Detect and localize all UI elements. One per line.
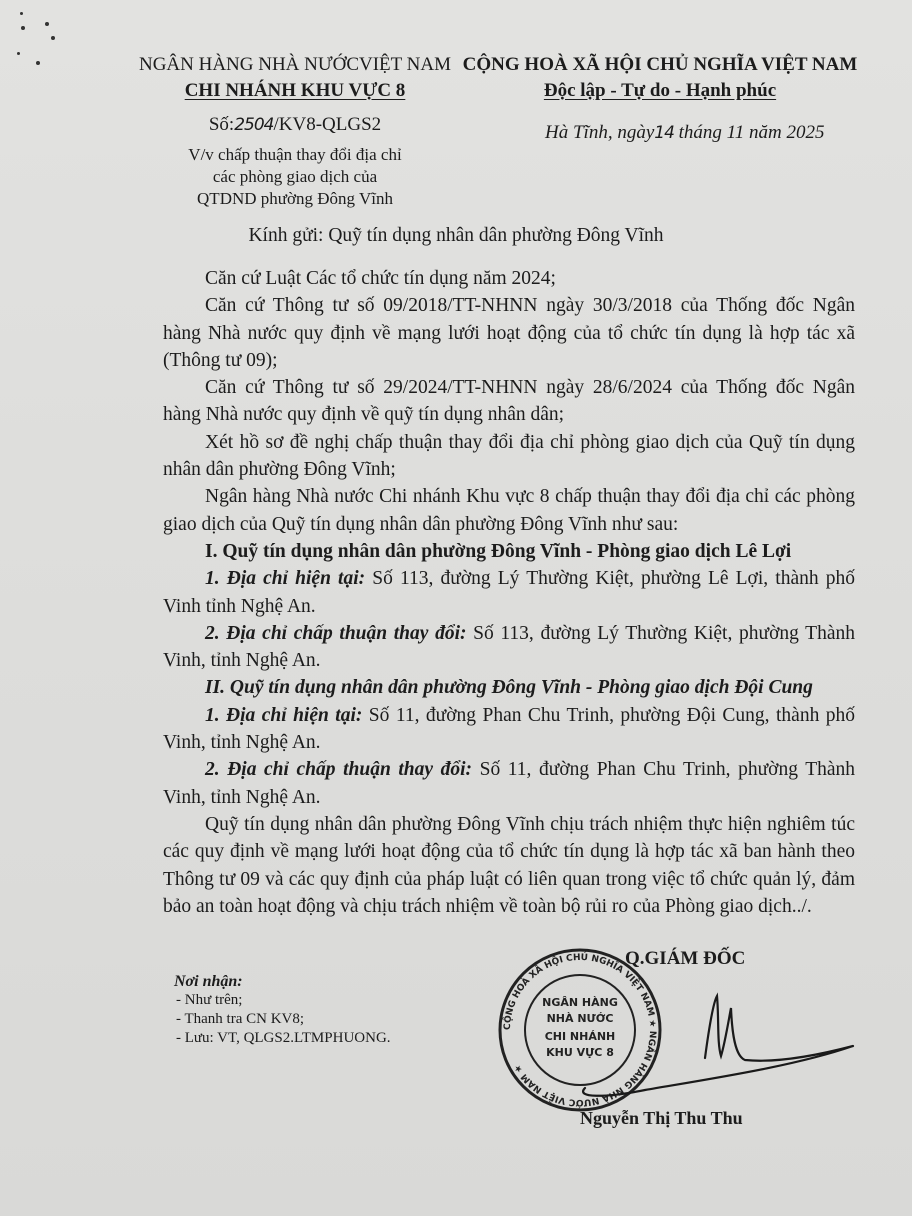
issuer-branch: CHI NHÁNH KHU VỰC 8	[184, 80, 406, 101]
recipient-line: Kính gửi: Quỹ tín dụng nhân dân phường Đông Vĩnh	[248, 225, 664, 246]
section-2-current-address: 1. Địa chỉ hiện tại: Số 11, đường Phan Chu Trinh, phường Đội Cung, thành phố Vinh, tỉnh Nghệ An.	[163, 704, 855, 754]
section-2-title: II. Quỹ tín dụng nhân dân phường Đông Vĩnh - Phòng giao dịch Đội Cung	[205, 677, 813, 699]
speck	[51, 36, 55, 40]
handwritten-number: 2504	[234, 115, 274, 135]
recipient-item: - Lưu: VT, QLGS2.LTMPHUONG.	[176, 1030, 391, 1046]
issuer-header	[130, 52, 460, 210]
document-date: Hà Tĩnh, ngày14 tháng 11 năm 2025	[545, 122, 825, 143]
national-motto: Độc lập - Tự do - Hạnh phúc	[543, 80, 777, 101]
speck	[21, 26, 25, 30]
svg-text:NGÂN HÀNG: NGÂN HÀNG	[542, 996, 618, 1009]
svg-text:NHÀ NƯỚC: NHÀ NƯỚC	[546, 1012, 614, 1025]
document-body	[163, 265, 855, 920]
recipient-item: - Thanh tra CN KV8;	[176, 1011, 305, 1027]
closing-paragraph: Quỹ tín dụng nhân dân phường Đông Vĩnh chịu trách nhiệm thực hiện nghiêm túc các quy định về mạng lưới hoạt động của tổ chức tín dụng là hợp tác xã ban hành theo Thông tư 09 và các quy định của pháp luật có liên quan trong việc tổ chức quản lý, đảm bảo an toàn hoạt động và chịu trách nhiệm về toàn bộ rủi ro của Phòng giao dịch../.	[163, 813, 855, 917]
handwritten-day: 14	[654, 123, 674, 143]
official-seal-icon	[495, 948, 855, 1123]
national-header	[460, 52, 860, 104]
signer-name: Nguyễn Thị Thu Thu	[580, 1108, 743, 1128]
signer-title: Q.GIÁM ĐỐC	[625, 948, 746, 969]
recipients-block	[172, 972, 391, 1048]
section-1-new-address: 2. Địa chỉ chấp thuận thay đổi: Số 113, đường Lý Thường Kiệt, phường Thành Vinh, tỉnh Nghệ An.	[163, 622, 855, 672]
recipient-item: - Như trên;	[176, 992, 243, 1008]
basis-4: Xét hồ sơ đề nghị chấp thuận thay đổi địa chỉ phòng giao dịch của Quỹ tín dụng nhân dân phường Đông Vĩnh;	[163, 431, 855, 481]
svg-text:CHI NHÁNH: CHI NHÁNH	[544, 1030, 616, 1043]
svg-text:CỘNG HOÀ XÃ HỘI CHỦ NGHĨA VIỆT: CỘNG HOÀ XÃ HỘI CHỦ NGHĨA VIỆT NAM ★ NGÂN HÀNG NHÀ NƯỚC VIỆT NAM ★	[502, 952, 658, 1108]
document-subject: V/v chấp thuận thay đổi địa chỉ các phòng giao dịch của QTDND phường Đông Vĩnh	[188, 145, 402, 208]
speck	[45, 22, 49, 26]
section-2-new-address: 2. Địa chỉ chấp thuận thay đổi: Số 11, đường Phan Chu Trinh, phường Thành Vinh, tỉnh Nghệ An.	[163, 759, 856, 808]
speck	[17, 52, 20, 55]
basis-1: Căn cứ Luật Các tổ chức tín dụng năm 2024;	[205, 268, 556, 289]
document-number: Số:2504/KV8-QLGS2	[208, 114, 382, 135]
speck	[20, 12, 23, 15]
issuer-org: NGÂN HÀNG NHÀ NƯỚCVIỆT NAM	[138, 54, 452, 75]
basis-5: Ngân hàng Nhà nước Chi nhánh Khu vực 8 chấp thuận thay đổi địa chỉ các phòng giao dịch của Quỹ tín dụng nhân dân phường Đông Vĩnh như sau:	[163, 486, 855, 535]
recipients-title: Nơi nhận:	[174, 973, 243, 990]
section-1-current-address: 1. Địa chỉ hiện tại: Số 113, đường Lý Thường Kiệt, phường Lê Lợi, thành phố Vinh tỉnh Nghệ An.	[163, 568, 855, 617]
speck	[36, 61, 40, 65]
nation-title: CỘNG HOÀ XÃ HỘI CHỦ NGHĨA VIỆT NAM	[462, 54, 858, 75]
basis-2: Căn cứ Thông tư số 09/2018/TT-NHNN ngày 30/3/2018 của Thống đốc Ngân hàng Nhà nước quy định về mạng lưới hoạt động của tổ chức tín dụng là hợp tác xã (Thông tư 09);	[163, 295, 855, 371]
svg-text:KHU VỰC 8: KHU VỰC 8	[546, 1046, 614, 1059]
basis-3: Căn cứ Thông tư số 29/2024/TT-NHNN ngày 28/6/2024 của Thống đốc Ngân hàng Nhà nước quy định về quỹ tín dụng nhân dân;	[163, 377, 855, 426]
section-1-title: I. Quỹ tín dụng nhân dân phường Đông Vĩnh - Phòng giao dịch Lê Lợi	[205, 540, 792, 562]
